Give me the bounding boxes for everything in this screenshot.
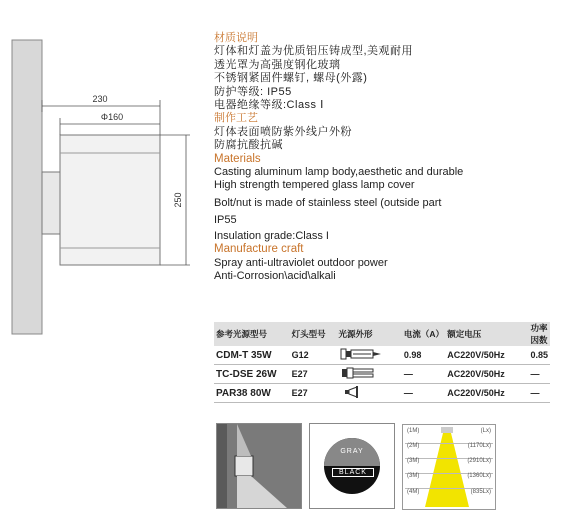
compact-fluorescent-icon bbox=[339, 366, 385, 380]
color-label-black: BLACK bbox=[332, 468, 374, 477]
cell-pf: — bbox=[528, 384, 550, 403]
lux-value: (1360Lx) bbox=[467, 473, 491, 479]
dimension-drawing bbox=[0, 0, 200, 340]
table-row bbox=[214, 346, 550, 365]
par-lamp-icon bbox=[339, 385, 385, 399]
cell-current: 0.98 bbox=[402, 346, 445, 365]
cell-model: TC-DSE 26W bbox=[214, 365, 290, 384]
mount-plate bbox=[42, 172, 60, 234]
cdm-lamp-icon bbox=[339, 347, 385, 361]
wall bbox=[12, 40, 42, 334]
spec-text bbox=[214, 32, 554, 283]
lux-row bbox=[405, 473, 493, 484]
cell-voltage: AC220V/50Hz bbox=[445, 384, 528, 403]
cell-base: G12 bbox=[290, 346, 337, 365]
table-row bbox=[214, 365, 550, 384]
lux-value: (2910Lx) bbox=[467, 458, 491, 464]
table-header: 灯头型号 bbox=[290, 322, 337, 346]
material-cn-3: 不锈钢紧固件螺钉, 螺母(外露) bbox=[214, 72, 368, 85]
cell-current: — bbox=[402, 365, 445, 384]
lamp-source-table bbox=[214, 322, 550, 403]
material-en-3: Bolt/nut is made of stainless steel (outside part bbox=[214, 196, 442, 209]
lux-value: (1170Lx) bbox=[467, 443, 491, 449]
cell-base: E27 bbox=[290, 384, 337, 403]
cell-pf: — bbox=[528, 365, 550, 384]
color-options bbox=[309, 423, 395, 509]
light-effect-thumbnail bbox=[216, 423, 302, 509]
table-header: 功率因数 bbox=[528, 322, 550, 346]
material-heading-en: Materials bbox=[214, 152, 261, 165]
color-label-gray: GRAY bbox=[340, 448, 364, 455]
color-disc bbox=[324, 438, 380, 494]
cell-model: CDM-T 35W bbox=[214, 346, 290, 365]
craft-en-1: Spray anti-ultraviolet outdoor power bbox=[214, 256, 388, 269]
craft-heading-cn: 制作工艺 bbox=[214, 112, 258, 125]
material-cn-4: 防护等级: IP55 bbox=[214, 85, 292, 98]
cell-base: E27 bbox=[290, 365, 337, 384]
lux-value: (Lx) bbox=[480, 428, 491, 434]
material-en-5: Insulation grade:Class I bbox=[214, 229, 329, 242]
material-heading-cn: 材质说明 bbox=[214, 32, 258, 44]
craft-cn-1: 灯体表面喷防紫外线户外粉 bbox=[214, 125, 352, 138]
wall-light-preview bbox=[217, 424, 301, 508]
material-cn-1: 灯体和灯盖为优质铝压铸成型,美观耐用 bbox=[214, 45, 414, 58]
table-header: 光源外形 bbox=[337, 322, 402, 346]
cell-voltage: AC220V/50Hz bbox=[445, 365, 528, 384]
illuminance-diagram bbox=[402, 424, 496, 510]
cell-pf: 0.85 bbox=[528, 346, 550, 365]
dim-width: 230 bbox=[92, 94, 108, 104]
dim-diameter: Φ160 bbox=[100, 112, 124, 122]
cell-current: — bbox=[402, 384, 445, 403]
lux-distance: (3M) bbox=[407, 458, 420, 464]
lux-distance: (3M) bbox=[407, 473, 420, 479]
material-cn-5: 电器绝缘等级:Class Ⅰ bbox=[214, 99, 324, 112]
table-header-row bbox=[214, 322, 550, 346]
lux-distance: (4M) bbox=[407, 489, 420, 495]
cell-model: PAR38 80W bbox=[214, 384, 290, 403]
craft-en-2: Anti-Corrosion\acid\alkali bbox=[214, 269, 336, 282]
craft-heading-en: Manufacture craft bbox=[214, 243, 304, 256]
lux-row bbox=[405, 458, 493, 469]
dim-height: 250 bbox=[173, 192, 183, 208]
lux-value: (835Lx) bbox=[470, 489, 491, 495]
material-cn-2: 透光罩为高强度钢化玻璃 bbox=[214, 58, 341, 71]
table-header: 参考光源型号 bbox=[214, 322, 290, 346]
lux-row bbox=[405, 428, 493, 439]
lux-distance: (2M) bbox=[407, 443, 420, 449]
table-row bbox=[214, 384, 550, 403]
lamp-body bbox=[60, 135, 160, 265]
material-en-1: Casting aluminum lamp body,aesthetic and durable bbox=[214, 166, 464, 179]
lux-row bbox=[405, 443, 493, 454]
material-en-4: IP55 bbox=[214, 214, 237, 227]
material-en-2: High strength tempered glass lamp cover bbox=[214, 179, 415, 192]
table-header: 电流（A） bbox=[402, 322, 445, 346]
lux-distance: (1M) bbox=[407, 428, 420, 434]
lux-row bbox=[405, 489, 493, 500]
cell-voltage: AC220V/50Hz bbox=[445, 346, 528, 365]
table-header: 额定电压 bbox=[445, 322, 528, 346]
craft-cn-2: 防腐抗酸抗碱 bbox=[214, 139, 283, 152]
